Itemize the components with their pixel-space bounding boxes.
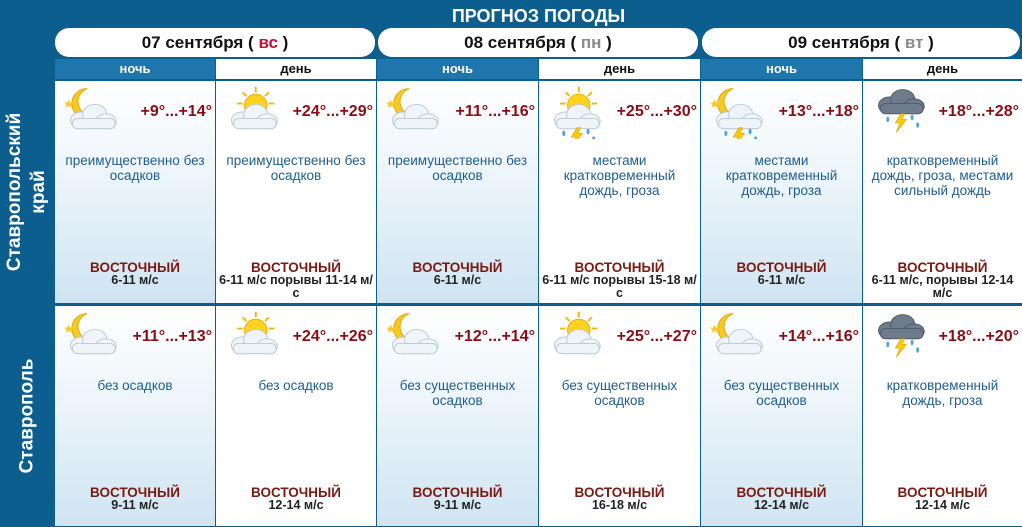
wind-info <box>379 261 536 287</box>
moon-cloud-icon <box>57 83 125 139</box>
date-header: 09 сентября ( вт ) <box>702 28 1020 57</box>
forecast-title: ПРОГНОЗ ПОГОДЫ <box>451 6 626 26</box>
weekday-label: вт <box>904 33 924 52</box>
wind-info <box>57 261 213 287</box>
temperature-range: +18°...+20° <box>938 328 1019 345</box>
wind-direction: ВОСТОЧНЫЙ <box>412 485 503 500</box>
row-label <box>2 81 52 303</box>
wind-direction: ВОСТОЧНЫЙ <box>251 260 341 275</box>
wind-direction: ВОСТОЧНЫЙ <box>412 260 503 275</box>
row-label-text: Ставропольский край <box>4 112 49 272</box>
wind-direction: ВОСТОЧНЫЙ <box>251 485 341 500</box>
wind-info <box>703 261 860 287</box>
wind-direction: ВОСТОЧНЫЙ <box>574 260 665 275</box>
wind-info <box>218 261 374 300</box>
temperature-range: +25°...+27° <box>616 328 697 345</box>
sun-cloud-icon <box>541 308 609 364</box>
wind-speed: 9-11 м/с <box>111 498 159 512</box>
night-header: ночь <box>701 59 862 79</box>
date-label: 07 сентября <box>141 33 244 52</box>
forecast-cell <box>55 81 215 303</box>
wind-speed: 12-14 м/с <box>753 498 810 512</box>
forecast-cell <box>377 81 538 303</box>
sun-cloud-icon <box>218 83 286 139</box>
weekday-label: пн <box>580 33 602 52</box>
moon-cloud-icon <box>379 83 447 139</box>
weather-condition: преимущественно без осадков <box>65 153 205 183</box>
wind-info <box>541 261 698 300</box>
wind-speed: 12-14 м/с <box>268 498 324 512</box>
wind-info <box>865 486 1020 512</box>
wind-direction: ВОСТОЧНЫЙ <box>897 485 988 500</box>
temperature-range: +9°...+14° <box>140 103 212 120</box>
wind-direction: ВОСТОЧНЫЙ <box>736 260 827 275</box>
wind-direction: ВОСТОЧНЫЙ <box>90 485 180 500</box>
forecast-cell <box>216 306 376 526</box>
wind-direction: ВОСТОЧНЫЙ <box>736 485 827 500</box>
moon-cloud-icon <box>703 308 771 364</box>
wind-speed: 16-18 м/с <box>591 498 648 512</box>
weather-condition: преимущественно без осадков <box>226 153 366 183</box>
weather-condition: без осадков <box>97 378 173 393</box>
night-header: ночь <box>55 59 215 79</box>
temperature-range: +11°...+13° <box>132 328 212 345</box>
weather-condition: местами кратковременный дождь, гроза <box>563 153 676 198</box>
wind-speed: 6-11 м/с <box>111 273 159 287</box>
forecast-cell <box>539 81 700 303</box>
weekday-label: вс <box>258 33 278 52</box>
temperature-range: +25°...+30° <box>616 103 697 120</box>
forecast-cell <box>701 306 862 526</box>
forecast-cell <box>701 81 862 303</box>
temperature-range: +13°...+18° <box>778 103 859 120</box>
date-label: 08 сентября <box>464 33 566 52</box>
weather-condition: кратковременный дождь, гроза <box>886 378 999 408</box>
temperature-range: +11°...+16° <box>455 103 535 120</box>
weather-condition: без осадков <box>258 378 334 393</box>
weather-condition: без существенных осадков <box>561 378 678 408</box>
wind-direction: ВОСТОЧНЫЙ <box>574 485 665 500</box>
weather-condition: без существенных осадков <box>723 378 840 408</box>
weather-condition: кратковременный дождь, гроза, местами сильный дождь <box>871 153 1014 198</box>
wind-info <box>57 486 213 512</box>
moon-cloud-icon <box>379 308 447 364</box>
row-label <box>2 306 52 526</box>
date-label: 09 сентября <box>788 33 890 52</box>
wind-direction: ВОСТОЧНЫЙ <box>90 260 180 275</box>
temperature-range: +24°...+26° <box>292 328 373 345</box>
forecast-cell <box>55 306 215 526</box>
wind-info <box>541 486 698 512</box>
forecast-cell <box>216 81 376 303</box>
moon-storm-cloud-icon <box>703 83 771 139</box>
forecast-cell <box>377 306 538 526</box>
forecast-cell <box>539 306 700 526</box>
temperature-range: +24°...+29° <box>292 103 373 120</box>
sun-cloud-icon <box>218 308 286 364</box>
weather-condition: преимущественно без осадков <box>387 153 528 183</box>
weather-condition: местами кратковременный дождь, гроза <box>725 153 838 198</box>
forecast-cell <box>863 81 1022 303</box>
weather-condition: без существенных осадков <box>399 378 516 408</box>
day-header: день <box>539 59 700 79</box>
wind-info <box>379 486 536 512</box>
wind-speed: 6-11 м/с, порывы 12-14 м/с <box>871 273 1014 300</box>
wind-speed: 6-11 м/с <box>433 273 482 287</box>
row-label-text: Ставрополь <box>16 358 38 474</box>
wind-speed: 9-11 м/с <box>433 498 482 512</box>
wind-speed: 6-11 м/с порывы 15-18 м/с <box>542 273 697 300</box>
temperature-range: +12°...+14° <box>454 328 535 345</box>
thunderstorm-cloud-icon <box>865 83 933 139</box>
temperature-range: +14°...+16° <box>778 328 859 345</box>
wind-info <box>218 486 374 512</box>
wind-info <box>703 486 860 512</box>
moon-cloud-icon <box>57 308 125 364</box>
wind-speed: 12-14 м/с <box>914 498 971 512</box>
day-header: день <box>863 59 1022 79</box>
forecast-cell <box>863 306 1022 526</box>
wind-speed: 6-11 м/с <box>757 273 806 287</box>
thunderstorm-cloud-icon <box>865 308 933 364</box>
date-header: 08 сентября ( пн ) <box>378 28 698 57</box>
sun-storm-cloud-icon <box>541 83 609 139</box>
temperature-range: +18°...+28° <box>938 103 1019 120</box>
night-header: ночь <box>377 59 538 79</box>
day-header: день <box>216 59 376 79</box>
wind-speed: 6-11 м/с порывы 11-14 м/с <box>219 273 373 300</box>
date-header: 07 сентября ( вс ) <box>55 28 375 57</box>
wind-direction: ВОСТОЧНЫЙ <box>897 260 988 275</box>
wind-info <box>865 261 1020 300</box>
